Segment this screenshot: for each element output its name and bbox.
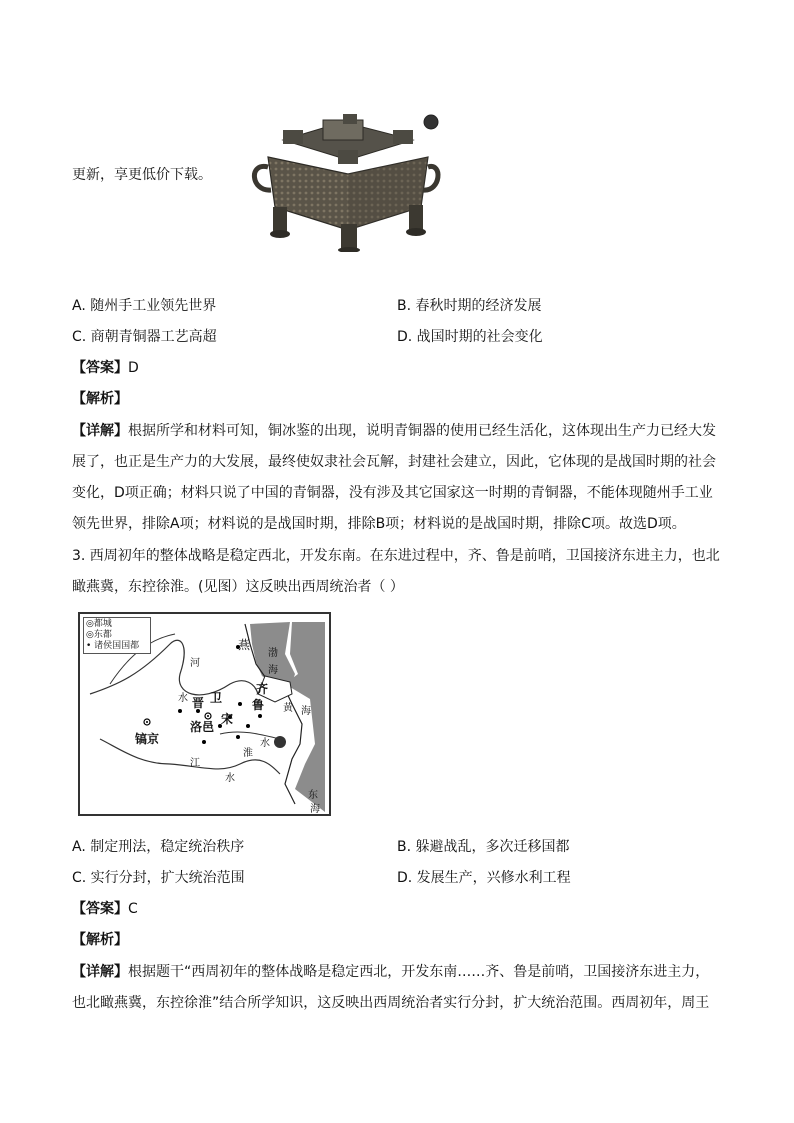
detail-label: 【详解】 (72, 423, 128, 439)
q3-detail-line-1 (72, 962, 709, 982)
map-label-bo: 渤 (268, 648, 278, 659)
map-label-song: 宋 (221, 712, 234, 726)
map-label-haojing: 镐京 (135, 732, 160, 746)
q3-option-a: A. 制定刑法，稳定统治秩序 (72, 839, 245, 855)
detail-label: 【详解】 (72, 964, 128, 980)
legend-capital: ◎都城 (86, 619, 112, 629)
map-label-luoyi: 洛邑 (190, 720, 215, 734)
intro-text: 更新，享更低价下载。 (72, 167, 212, 183)
answer-label: 【答案】 (72, 360, 128, 376)
map-label-huai-shui: 水 (260, 738, 270, 749)
q2-detail-line-4: 领先世界，排除A项；材料说的是战国时期，排除B项；材料说的是战国时期，排除C项。故选D项。 (72, 516, 686, 532)
map-label-dong: 东 (308, 790, 318, 801)
q2-option-b: B. 春秋时期的经济发展 (397, 298, 542, 314)
answer-value: C (128, 901, 138, 917)
map-label-qi: 齐 (256, 682, 269, 696)
map-label-hai-2: 海 (301, 706, 311, 717)
map-label-wei: 卫 (210, 691, 223, 705)
q2-analysis-label: 【解析】 (72, 391, 128, 407)
map-label-he: 河 (190, 658, 200, 669)
map-label-huang: 黄 (283, 703, 293, 714)
map-label-jiang-shui: 水 (225, 773, 235, 784)
map-label-hai-1: 海 (268, 665, 278, 676)
map-label-hai-3: 海 (310, 804, 320, 815)
q3-option-c: C. 实行分封，扩大统治范围 (72, 870, 245, 886)
q3-answer (72, 899, 138, 919)
q2-detail-line-3: 变化，D项正确；材料只说了中国的青铜器，没有涉及其它国家这一时期的青铜器，不能体现随州手工业 (72, 485, 713, 501)
q3-analysis-label: 【解析】 (72, 932, 128, 948)
answer-value: D (128, 360, 139, 376)
bronze-ice-vessel-image (243, 112, 443, 252)
detail-text: 根据题干“西周初年的整体战略是稳定西北，开发东南……齐、鲁是前哨，卫国接济东进主力， (128, 964, 710, 980)
q2-option-d: D. 战国时期的社会变化 (397, 329, 543, 345)
map-label-huai: 淮 (243, 748, 253, 759)
map-label-jiang: 江 (190, 758, 200, 769)
q3-stem-line-2: 瞰燕冀，东控徐淮。(见图）这反映出西周统治者（ ） (72, 579, 404, 595)
map-label-shui: 水 (178, 693, 188, 704)
map-label-jin: 晋 (192, 696, 205, 710)
q2-detail-line-2: 展了，也正是生产力的大发展，最终使奴隶社会瓦解，封建社会建立，因此，它体现的是战国时期的社会 (72, 454, 716, 470)
q2-answer (72, 358, 139, 378)
q3-stem-line-1: 3. 西周初年的整体战略是稳定西北，开发东南。在东进过程中，齐、鲁是前哨，卫国接济东进主力，也北 (72, 548, 720, 564)
q3-detail-line-2: 也北瞰燕冀，东控徐淮”结合所学知识，这反映出西周统治者实行分封，扩大统治范围。西周初年，周王 (72, 995, 710, 1011)
map-label-lu: 鲁 (252, 698, 265, 712)
map-legend (83, 617, 151, 654)
western-zhou-map (78, 612, 331, 816)
answer-label: 【答案】 (72, 901, 128, 917)
q3-option-d: D. 发展生产，兴修水利工程 (397, 870, 571, 886)
q2-option-c: C. 商朝青铜器工艺高超 (72, 329, 217, 345)
q2-option-a: A. 随州手工业领先世界 (72, 298, 217, 314)
legend-east-capital: ◎东都 (86, 630, 112, 640)
legend-vassal-capital: • 诸侯国国都 (86, 641, 140, 651)
q2-detail-line-1 (72, 421, 716, 441)
q3-option-b: B. 躲避战乱，多次迁移国都 (397, 839, 570, 855)
detail-text: 根据所学和材料可知，铜冰鉴的出现，说明青铜器的使用已经生活化，这体现出生产力已经大发 (128, 423, 716, 439)
map-label-yan: 燕 (238, 638, 251, 652)
